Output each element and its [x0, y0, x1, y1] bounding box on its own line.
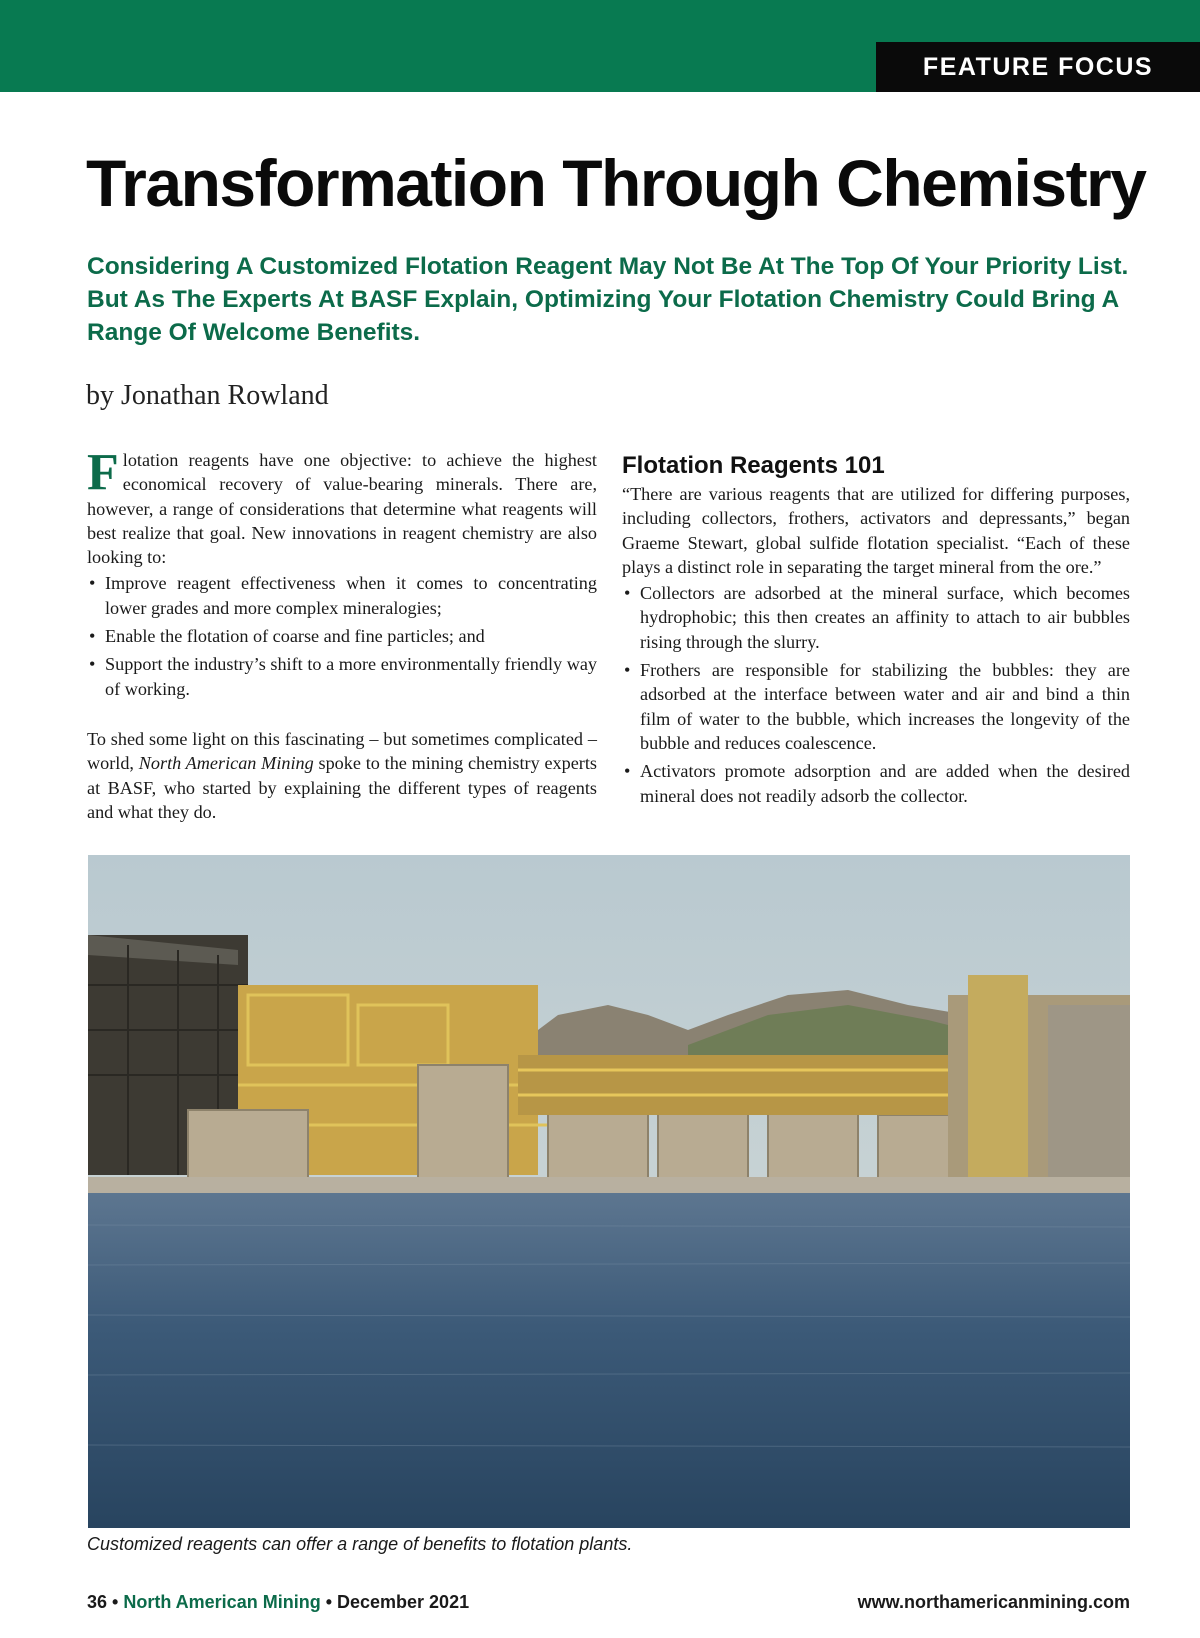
footer-issue: December 2021 — [337, 1592, 470, 1612]
benefits-list — [87, 571, 597, 700]
right-column — [622, 452, 1130, 812]
footer-website: www.northamericanmining.com — [857, 1592, 1130, 1612]
page-footer — [87, 1592, 1130, 1613]
list-item: • Activators promote adsorption and are added when the desired mineral does not readily adsorb the collector. — [622, 759, 1130, 808]
intro-paragraph — [87, 444, 597, 569]
list-item: • Improve reagent effectiveness when it comes to concentrating lower grades and more complex mineralogies; — [87, 571, 597, 620]
reagent-types-list — [622, 581, 1130, 808]
flotation-plant-photo — [88, 855, 1130, 1528]
list-item: • Collectors are adsorbed at the mineral surface, which becomes hydrophobic; this then creates an affinity to attach to air bubbles rising through the slurry. — [622, 581, 1130, 654]
footer-publication: North American Mining — [123, 1592, 321, 1612]
article-deck: Considering A Customized Flotation Reagent May Not Be At The Top Of Your Priority List. But As The Experts At BASF Explain, Optimizing Your Flotation Chemistry Could Bring A Range Of Welcome Benefits. — [87, 253, 1129, 346]
section-tag: FEATURE FOCUS — [876, 42, 1200, 92]
list-item: • Enable the flotation of coarse and fine particles; and — [87, 624, 597, 648]
drop-cap: F — [87, 444, 119, 501]
article-title: Transformation Through Chemistry — [86, 146, 1146, 220]
intro-text: lotation reagents have one objective: to achieve the highest economical recovery of value-bearing minerals. There are, however, a range of considerations that determine what reagents will best realize that goal. New innovations in reagent chemistry are also looking to: — [87, 450, 597, 568]
section-subhead: Flotation Reagents 101 — [622, 452, 885, 479]
footer-left: 36 • North American Mining • December 2021 — [87, 1592, 470, 1612]
list-item: • Frothers are responsible for stabilizing the bubbles: they are adsorbed at the interface between water and air and bind a thin film of water to the bubble, which increases the longevity of the bubble and reduces coalescence. — [622, 658, 1130, 755]
photo-caption: Customized reagents can offer a range of benefits to flotation plants. — [87, 1534, 633, 1554]
quote-paragraph: “There are various reagents that are utilized for differing purposes, including collectors, frothers, activators and depressants,” began Graeme Stewart, global sulfide flotation specialist. “Each of these plays a distinct role in separating the target mineral from the ore.” — [622, 484, 1130, 577]
byline: by Jonathan Rowland — [86, 380, 329, 411]
page-number: 36 — [87, 1592, 108, 1612]
second-paragraph: To shed some light on this fascinating – but sometimes complicated – world, North American Mining spoke to the mining chemistry experts at BASF, who started by explaining the different types of reagents and what they do. — [87, 728, 597, 822]
publication-name: North American Mining — [138, 753, 314, 774]
list-item: • Support the industry’s shift to a more environmentally friendly way of working. — [87, 652, 597, 701]
left-column — [87, 444, 597, 824]
